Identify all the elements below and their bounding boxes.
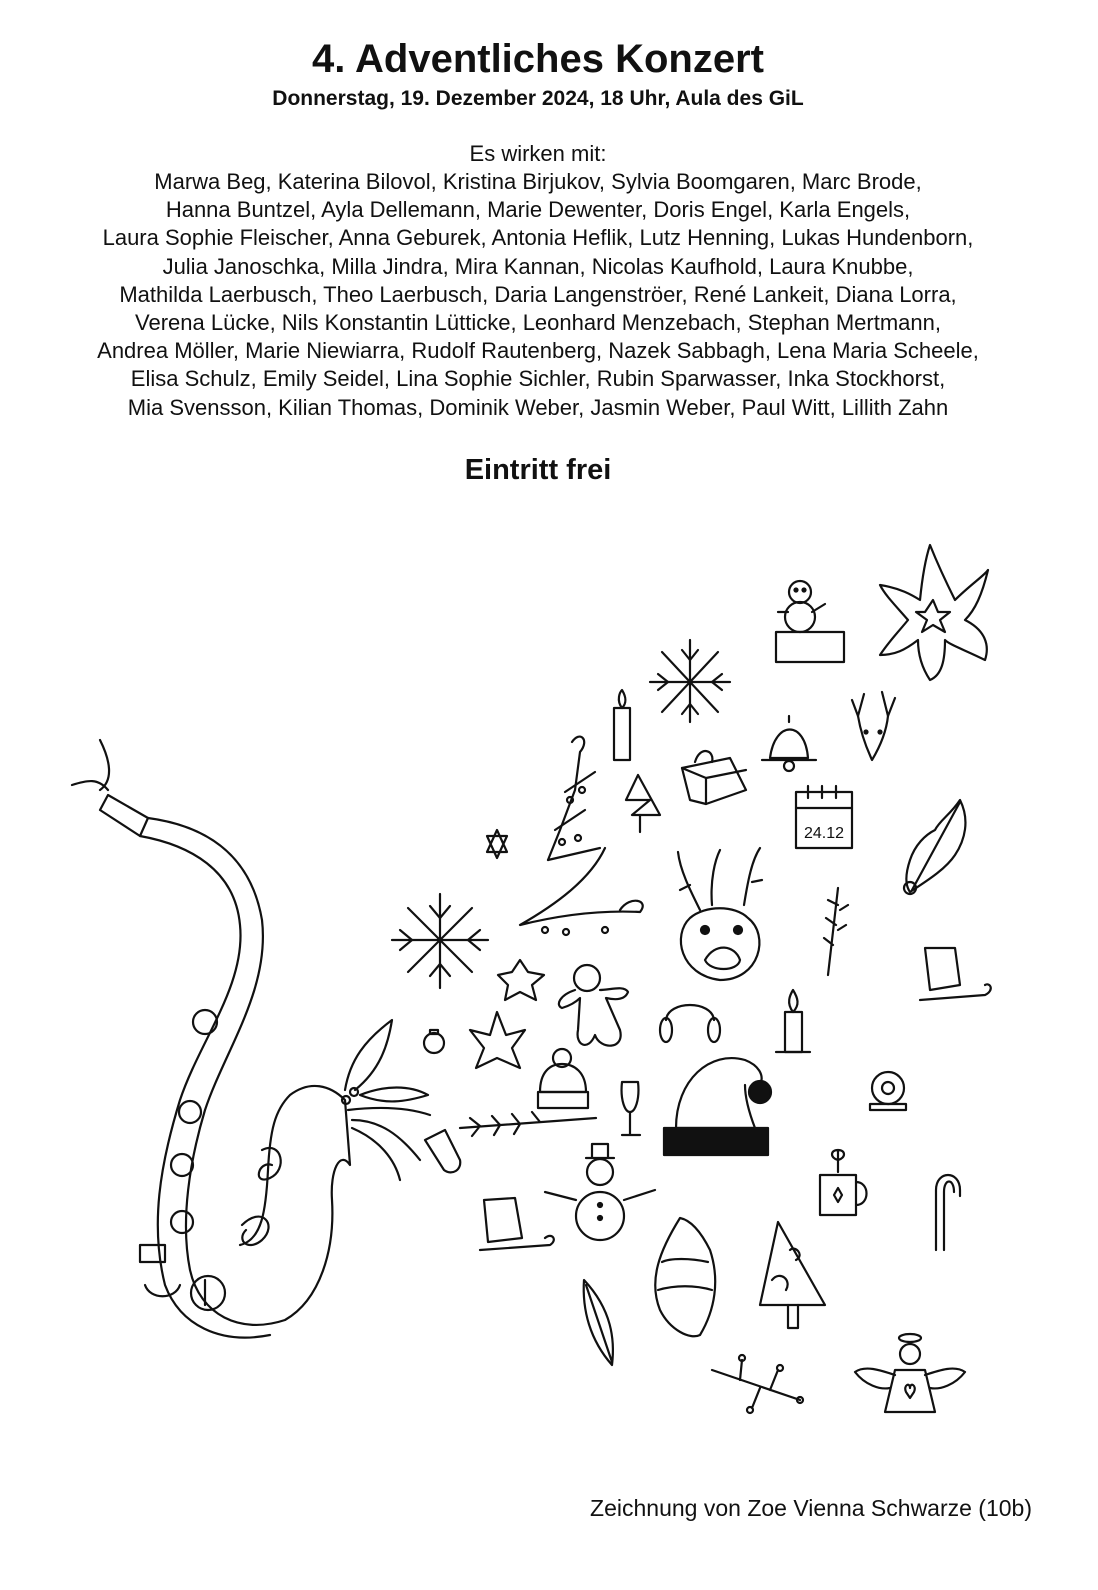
star-icon xyxy=(498,960,544,1000)
star-icon xyxy=(487,830,507,858)
snowman-icon xyxy=(776,581,844,662)
participants-list xyxy=(0,168,1076,422)
participants-line: Verena Lücke, Nils Konstantin Lütticke, Leonhard Menzebach, Stephan Mertmann, xyxy=(135,310,941,336)
participants-line: Laura Sophie Fleischer, Anna Geburek, Antonia Heflik, Lutz Henning, Lukas Hundenborn, xyxy=(102,225,974,251)
wine-glass-icon xyxy=(622,1082,640,1135)
ice-skate-icon xyxy=(920,948,991,1000)
participants-line: Andrea Möller, Marie Niewiarra, Rudolf Rautenberg, Nazek Sabbagh, Lena Maria Scheele, xyxy=(97,338,979,364)
star-icon xyxy=(470,1012,525,1068)
participants-line: Hanna Buntzel, Ayla Dellemann, Marie Dewenter, Doris Engel, Karla Engels, xyxy=(165,197,911,223)
participants-line: Mathilda Laerbusch, Theo Laerbusch, Daria Langenströer, René Lankeit, Diana Lorra, xyxy=(119,281,957,307)
calendar-icon xyxy=(796,786,852,848)
christmas-illustration xyxy=(0,530,1098,1470)
branch-icon xyxy=(460,1112,596,1136)
participants-intro: Es wirken mit: xyxy=(469,141,607,166)
gift-icon xyxy=(682,751,746,804)
garland-tree-icon xyxy=(520,737,643,935)
ornament-icon xyxy=(424,1030,444,1053)
saxophone-icon xyxy=(72,740,350,1338)
snowflake-icon xyxy=(650,640,730,722)
calendar-date: 24.12 xyxy=(804,825,845,842)
illustration-credit: Zeichnung von Zoe Vienna Schwarze (10b) xyxy=(590,1495,1032,1521)
admission-note: Eintritt frei xyxy=(464,454,612,486)
reindeer-icon xyxy=(852,692,895,760)
candle-icon xyxy=(776,990,810,1052)
santa-hat-icon xyxy=(664,1058,771,1155)
mug-icon xyxy=(820,1150,867,1215)
christmas-tree-icon xyxy=(655,1218,715,1336)
holly-icon xyxy=(904,800,965,894)
christmas-tree-icon xyxy=(760,1222,825,1328)
branch-icon xyxy=(824,888,848,975)
branch-icon xyxy=(712,1355,803,1413)
poinsettia-icon xyxy=(880,545,988,680)
participants-line: Mia Svensson, Kilian Thomas, Dominik Weber, Jasmin Weber, Paul Witt, Lillith Zahn xyxy=(127,394,949,420)
bell-icon xyxy=(762,716,816,771)
christmas-tree-icon xyxy=(626,775,660,832)
snowflake-icon xyxy=(392,894,488,988)
reindeer-icon xyxy=(678,848,762,980)
participants-line: Marwa Beg, Katerina Bilovol, Kristina Birjukov, Sylvia Boomgaren, Marc Brode, xyxy=(154,169,922,194)
page-title: 4. Adventliches Konzert xyxy=(312,37,764,81)
event-details: Donnerstag, 19. Dezember 2024, 18 Uhr, Aula des GiL xyxy=(272,87,804,110)
sound-lines xyxy=(348,1108,430,1180)
participants-line: Julia Janoschka, Milla Jindra, Mira Kannan, Nicolas Kaufhold, Laura Knubbe, xyxy=(162,253,914,279)
beanie-icon xyxy=(538,1049,588,1108)
snowman-icon xyxy=(545,1144,655,1240)
earmuffs-icon xyxy=(660,1005,720,1042)
gingerbread-icon xyxy=(559,965,628,1046)
snow-globe-icon xyxy=(870,1072,906,1110)
holly-icon xyxy=(584,1280,613,1365)
ice-skate-icon xyxy=(480,1198,554,1250)
candy-cane-icon xyxy=(936,1175,960,1250)
candle-icon xyxy=(614,690,630,760)
angel-icon xyxy=(855,1334,965,1412)
participants-line: Elisa Schulz, Emily Seidel, Lina Sophie Sichler, Rubin Sparwasser, Inka Stockhorst, xyxy=(130,366,946,392)
sock-icon xyxy=(425,1130,460,1172)
holly-icon xyxy=(342,1020,428,1104)
